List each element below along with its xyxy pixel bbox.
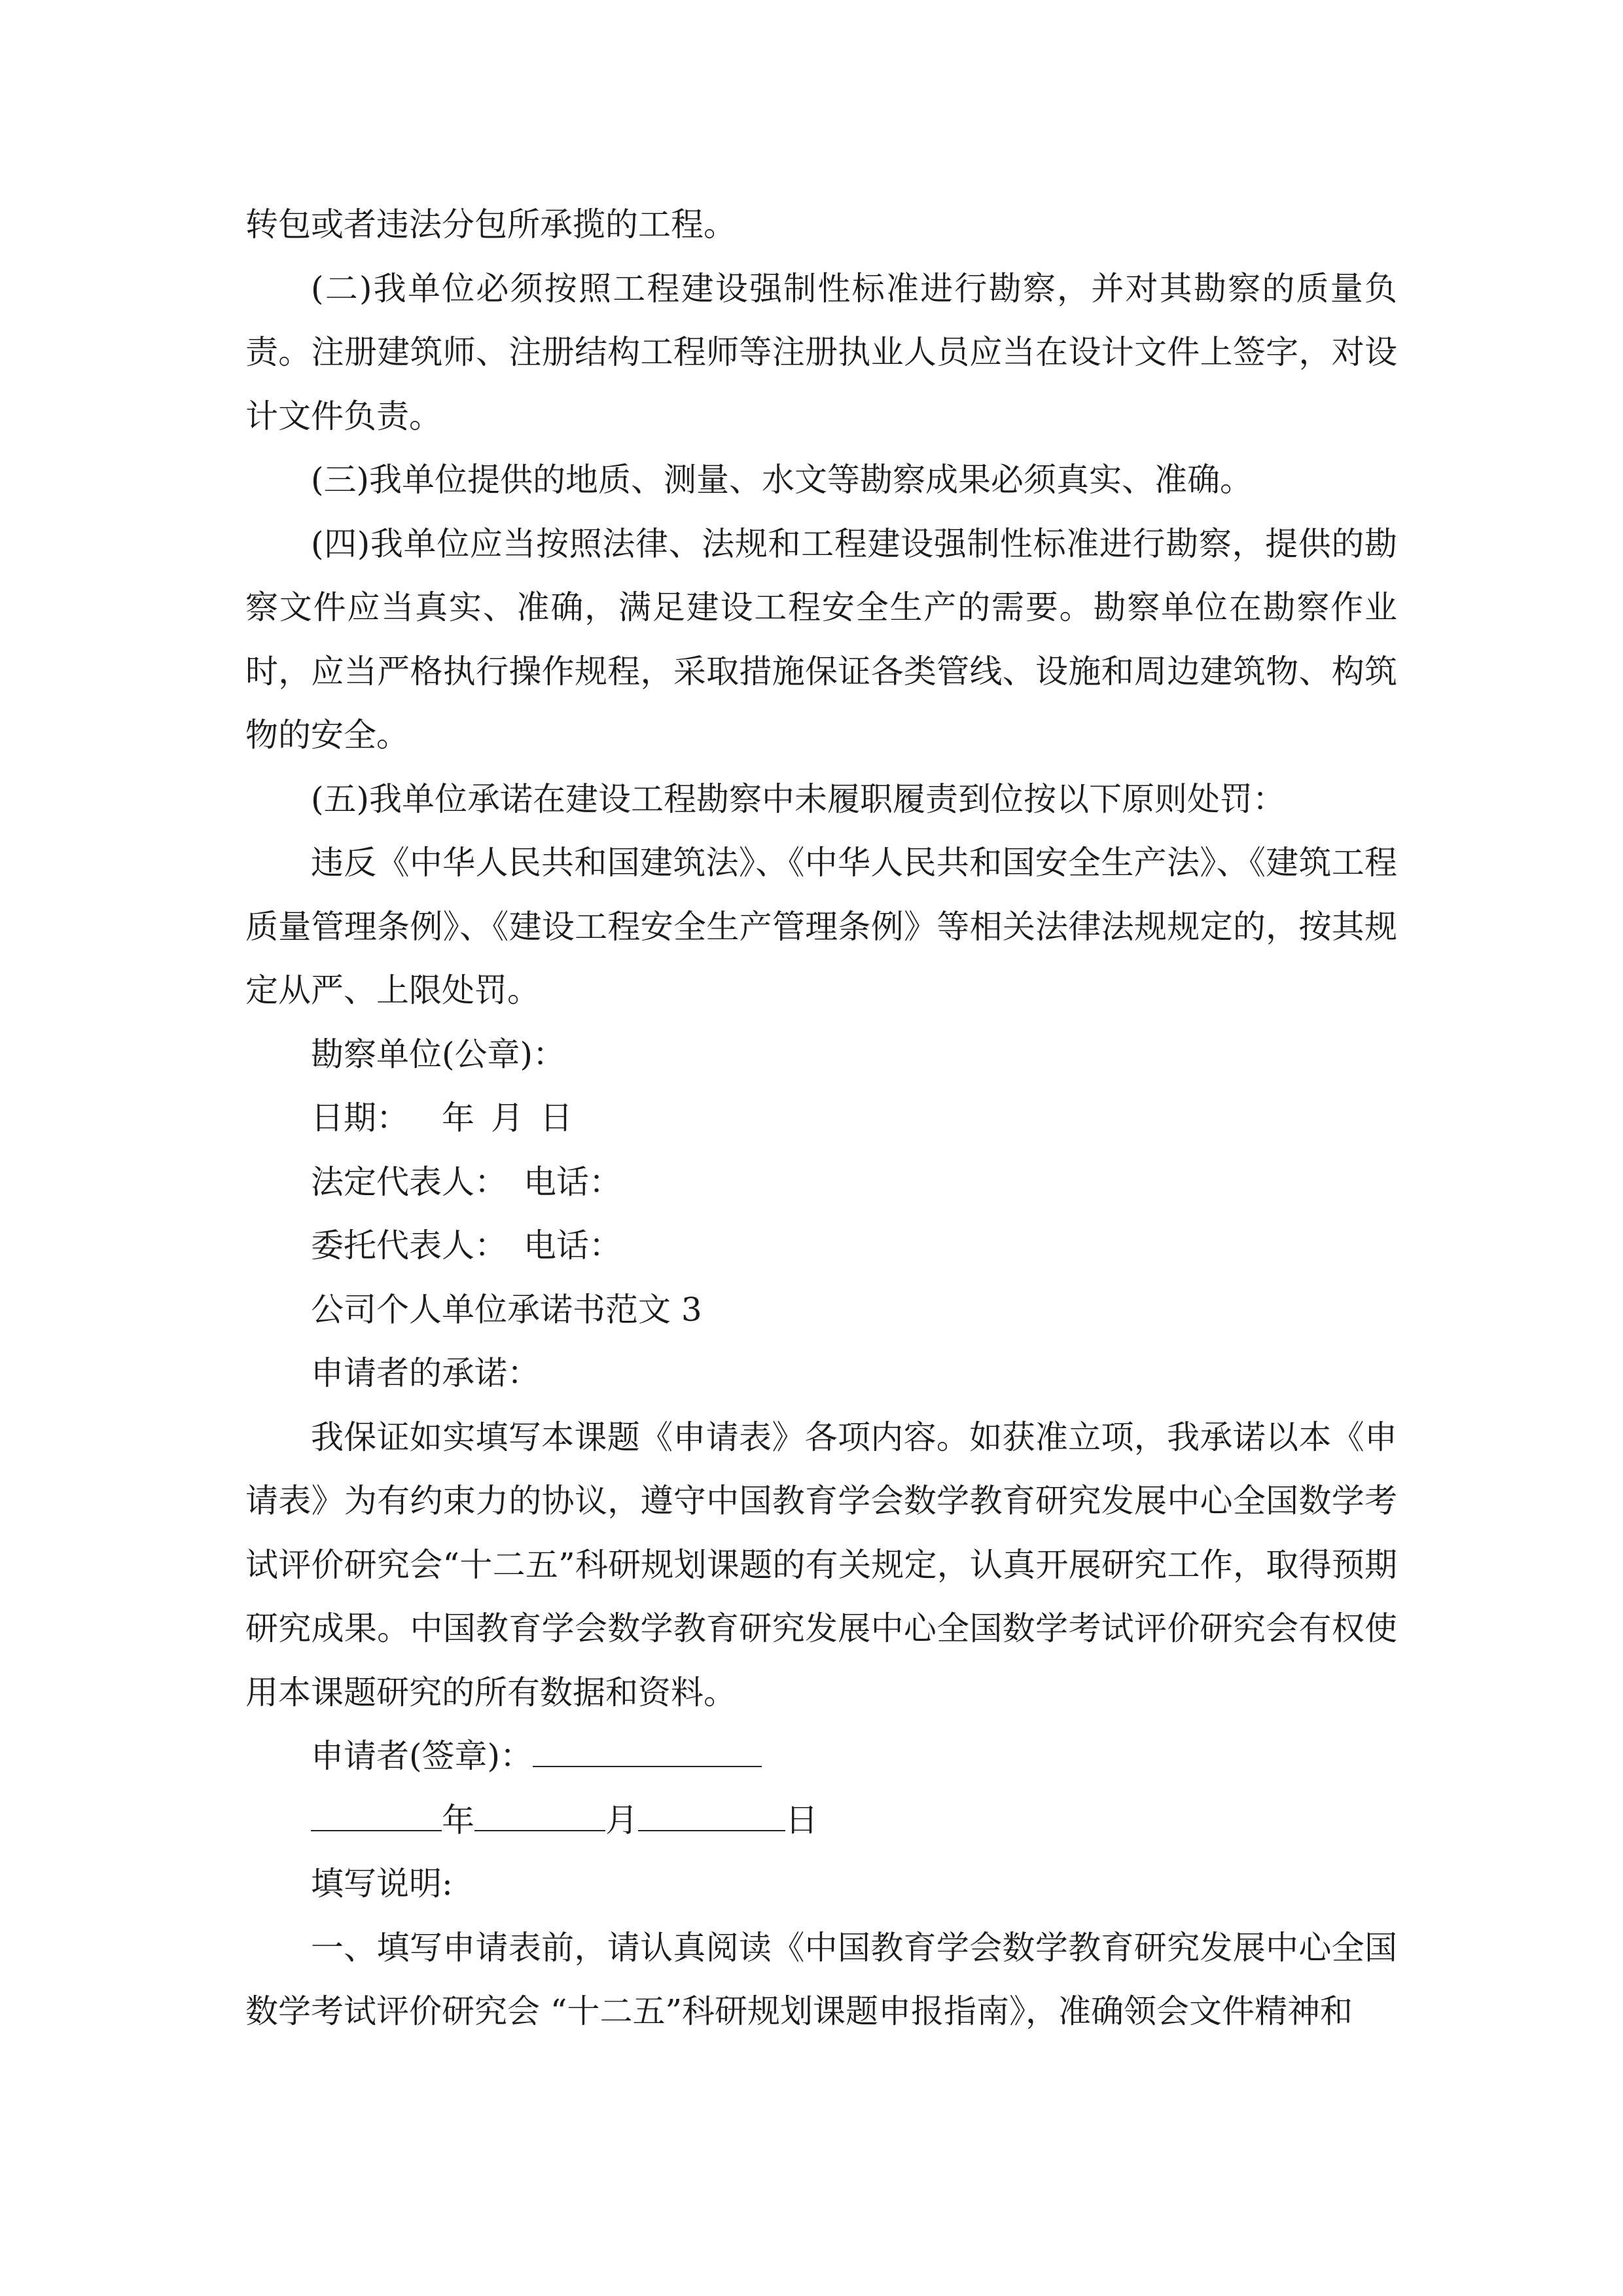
applicant-signature-label: 申请者(签章)： — [311, 1737, 533, 1775]
commitment-body: 我保证如实填写本课题《申请表》各项内容。如获准立项，我承诺以本《申请表》为有约束力的协议，遵守中国教育学会数学教育研究发展中心全国数学考试评价研究会“十二五”科研规划课题的有关规定，认真开展研究工作，取得预期研究成果。中国教育学会数学教育研究发展中心全国数学考试评价研究会有权使用本课题研究的所有数据和资料。 — [245, 1418, 1397, 1712]
paragraph-item-3: (三)我单位提供的地质、测量、水文等勘察成果必须真实、准确。 — [311, 461, 1253, 499]
date-day: 日 — [540, 1099, 573, 1137]
section-title: 公司个人单位承诺书范文 3 — [311, 1290, 702, 1329]
paragraph-penalty: 违反《中华人民共和国建筑法》、《中华人民共和国安全生产法》、《建筑工程质量管理条例》、《建设工程安全生产管理条例》等相关法律法规规定的，按其规定从严、上限处罚。 — [245, 844, 1397, 1009]
section-subtitle: 申请者的承诺： — [311, 1354, 540, 1392]
notes-title: 填写说明: — [311, 1865, 453, 1903]
paragraph-item-2: (二)我单位必须按照工程建设强制性标准进行勘察，并对其勘察的质量负责。注册建筑师、注册结构工程师等注册执业人员应当在设计文件上签字，对设计文件负责。 — [245, 269, 1397, 435]
year-blank[interactable] — [311, 1792, 442, 1831]
document-page — [245, 193, 1397, 2044]
paragraph-item-4: (四)我单位应当按照法律、法规和工程建设强制性标准进行勘察，提供的勘察文件应当真实、准确，满足建设工程安全生产的需要。勘察单位在勘察作业时，应当严格执行操作规程，采取措施保证各类管线、设施和周边建筑物、构筑物的安全。 — [245, 524, 1397, 754]
month-blank[interactable] — [474, 1792, 605, 1831]
date-label: 日期： — [311, 1099, 409, 1137]
applicant-signature-line — [245, 1725, 1397, 1789]
entrusted-rep-label: 委托代表人： — [311, 1227, 507, 1265]
applicant-date-line — [245, 1789, 1397, 1853]
applicant-year: 年 — [442, 1801, 474, 1839]
legal-rep-label: 法定代表人： — [311, 1162, 507, 1201]
note-item-1: 一、填写申请表前，请认真阅读《中国教育学会数学教育研究发展中心全国数学考试评价研究会 “十二五”科研规划课题申报指南》，准确领会文件精神和 — [245, 1928, 1397, 2030]
signature-blank[interactable] — [533, 1728, 762, 1767]
legal-representative-line — [245, 1151, 1397, 1215]
legal-phone-label: 电话： — [524, 1162, 622, 1201]
applicant-month: 月 — [605, 1801, 638, 1839]
date-line — [245, 1086, 1397, 1151]
entrusted-phone-label: 电话： — [524, 1227, 622, 1265]
paragraph-continuation: 转包或者违法分包所承揽的工程。 — [245, 206, 736, 243]
date-year: 年 — [442, 1099, 474, 1137]
day-blank[interactable] — [638, 1792, 785, 1831]
entrusted-representative-line — [245, 1214, 1397, 1278]
survey-unit-seal-line: 勘察单位(公章)： — [311, 1035, 566, 1073]
date-month: 月 — [491, 1099, 524, 1137]
applicant-day: 日 — [785, 1801, 818, 1839]
paragraph-item-5: (五)我单位承诺在建设工程勘察中未履职履责到位按以下原则处罚： — [311, 780, 1286, 818]
